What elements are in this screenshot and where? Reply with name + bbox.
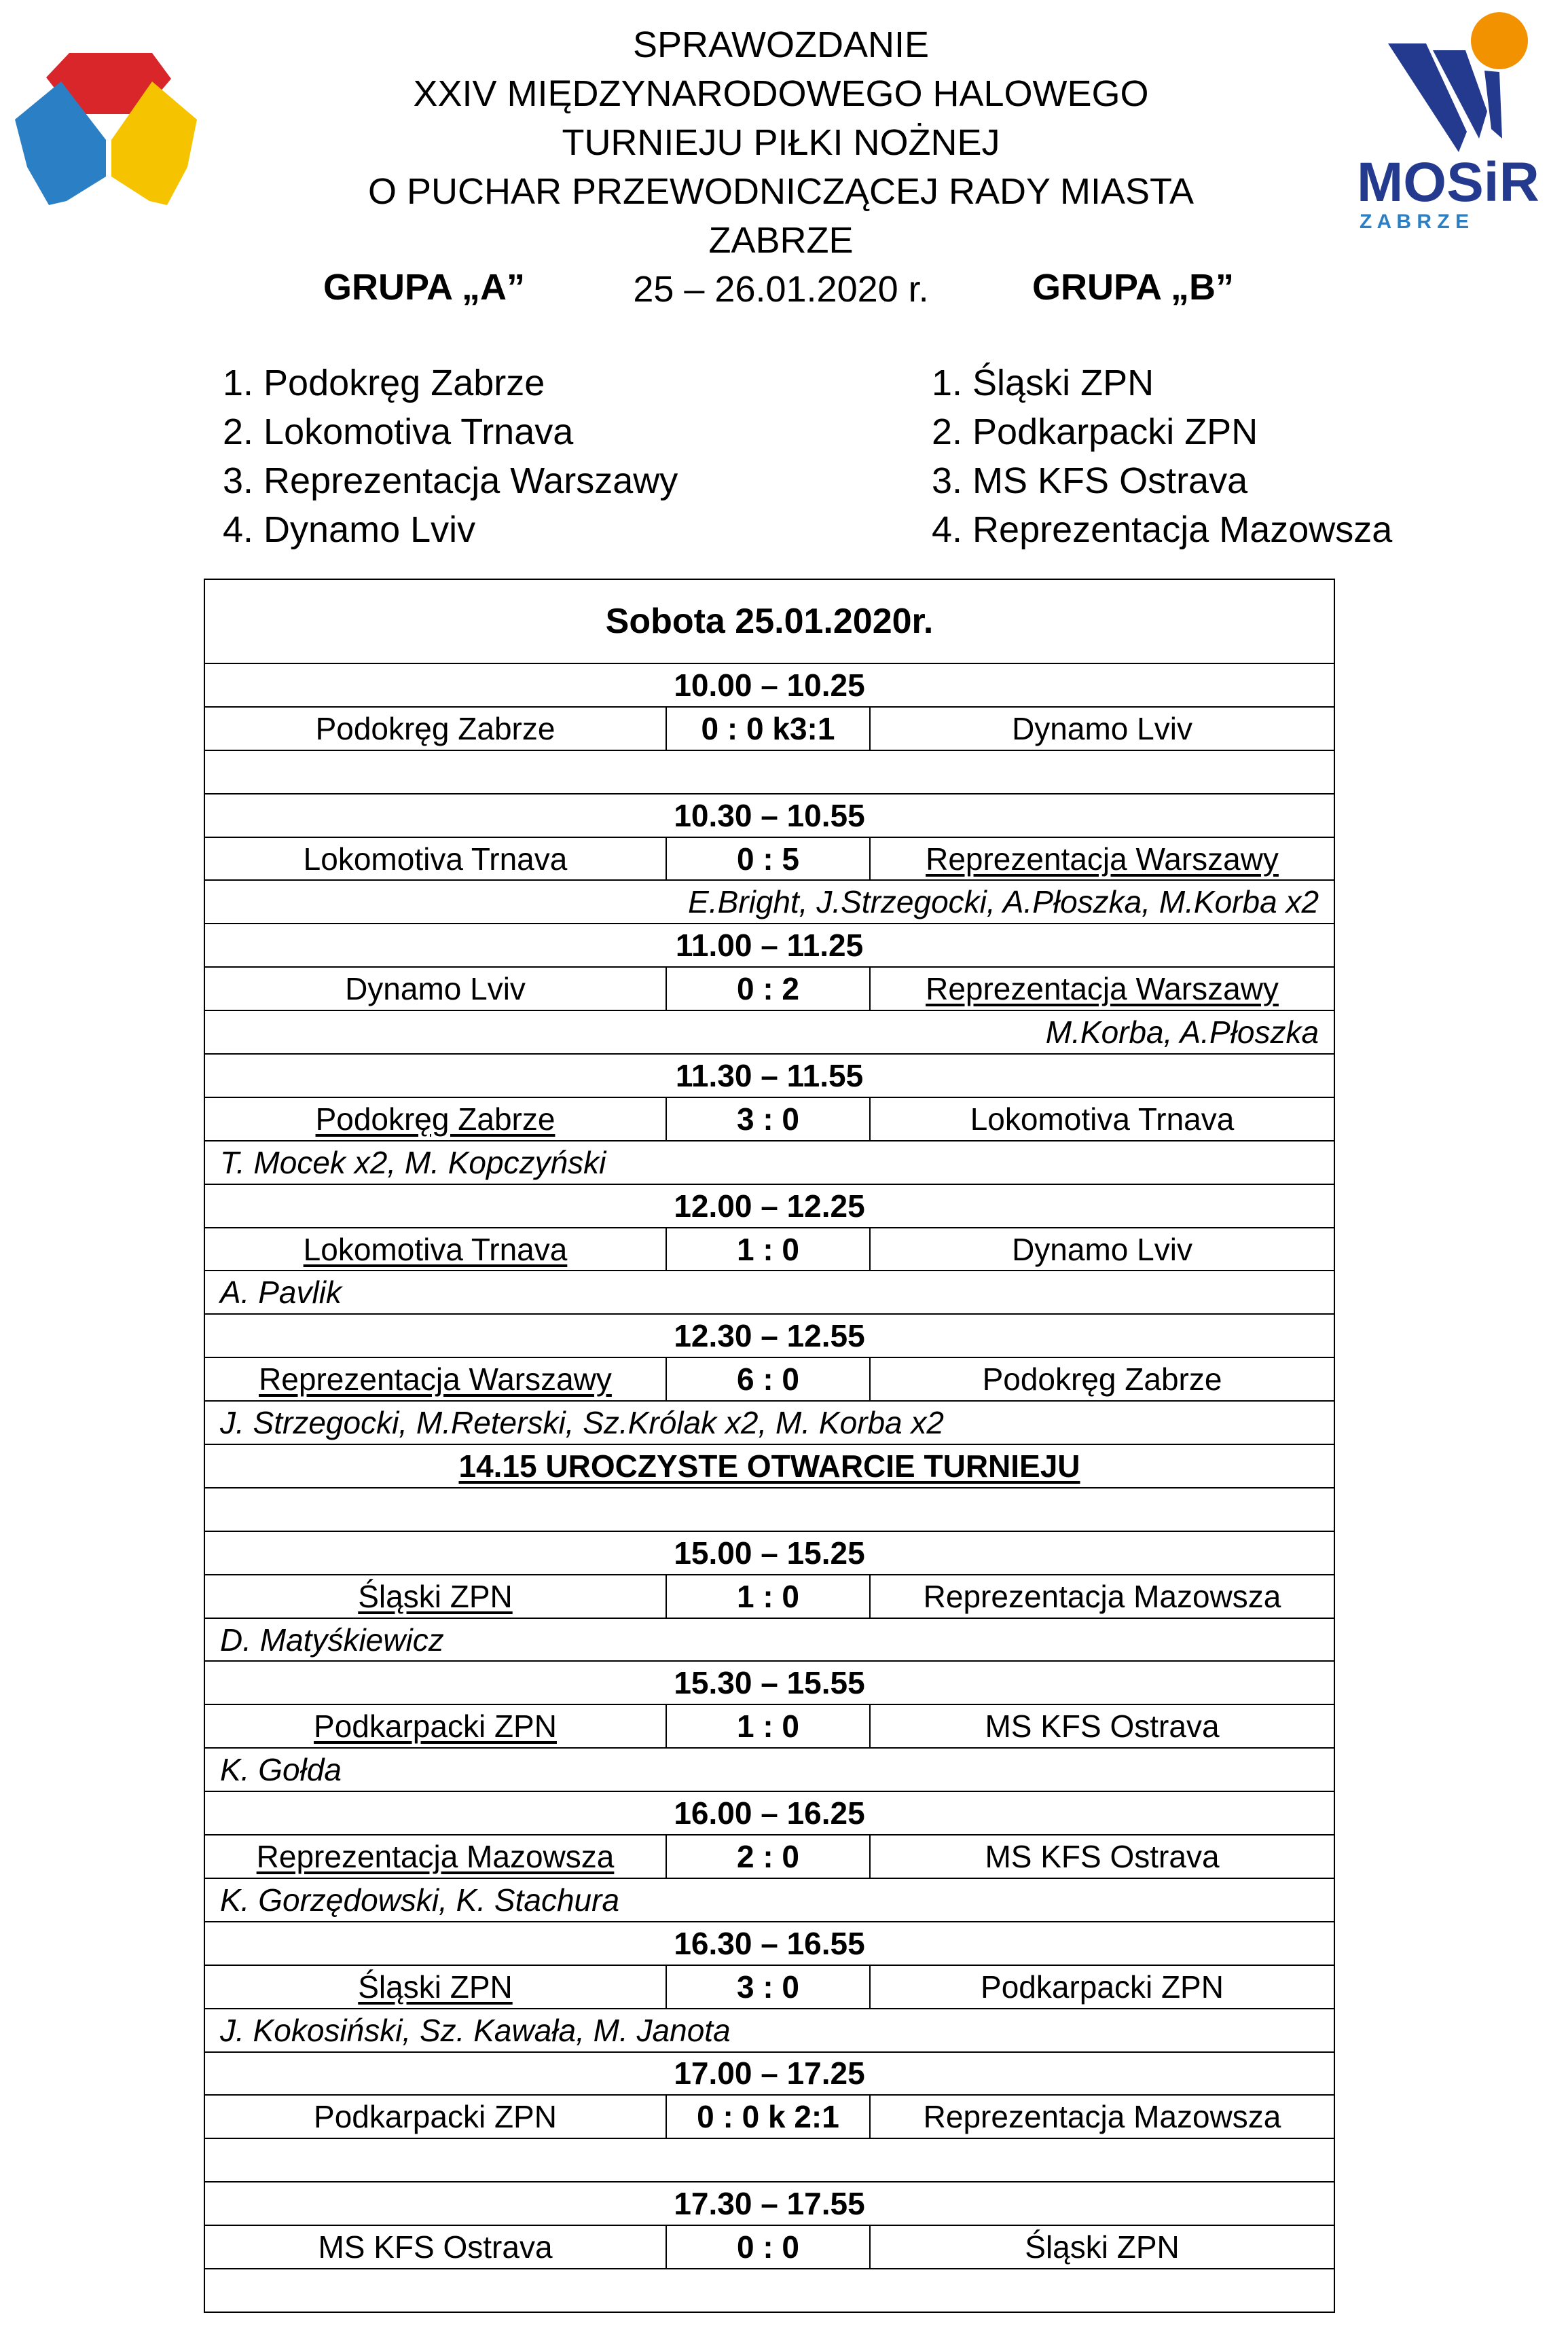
away-team: Reprezentacja Mazowsza <box>870 1575 1334 1618</box>
group-a-title: GRUPA „A” <box>323 267 525 308</box>
tournament-logo <box>10 39 204 209</box>
match-row <box>204 2095 1334 2138</box>
title-line: XXIV MIĘDZYNARODOWEGO HALOWEGO <box>413 73 1149 114</box>
match-row <box>204 837 1334 881</box>
title-date: 25 – 26.01.2020 r. <box>633 269 929 310</box>
winner-team: Podokręg Zabrze <box>315 1101 555 1137</box>
mosir-logo-text: MOSiR <box>1357 151 1539 213</box>
match-row <box>204 1965 1334 2009</box>
away-team: Dynamo Lviv <box>870 1228 1334 1271</box>
away-team: Śląski ZPN <box>870 2225 1334 2269</box>
winner-team: Podkarpacki ZPN <box>314 1709 557 1745</box>
match-score: 0 : 0 <box>666 2225 870 2269</box>
day-header-row <box>204 579 1334 663</box>
home-team <box>204 1704 666 1748</box>
match-row <box>204 1835 1334 1878</box>
group-b-team: 3. MS KFS Ostrava <box>932 460 1248 501</box>
scorers: T. Mocek x2, M. Kopczyński <box>204 1141 1334 1184</box>
match-row <box>204 1704 1334 1748</box>
home-team <box>204 1228 666 1271</box>
match-time-row <box>204 1661 1334 1704</box>
match-score: 0 : 5 <box>666 837 870 881</box>
away-team <box>870 837 1334 881</box>
home-team <box>204 1835 666 1878</box>
opening-ceremony: 14.15 UROCZYSTE OTWARCIE TURNIEJU <box>204 1444 1334 1488</box>
home-team <box>204 1575 666 1618</box>
match-time-row <box>204 1054 1334 1097</box>
match-score: 0 : 0 k 2:1 <box>666 2095 870 2138</box>
away-team <box>870 967 1334 1010</box>
scorers-row <box>204 1401 1334 1444</box>
match-score: 2 : 0 <box>666 1835 870 1878</box>
winner-team: Reprezentacja Warszawy <box>259 1362 612 1398</box>
scorers-row <box>204 2009 1334 2052</box>
away-team: Reprezentacja Mazowsza <box>870 2095 1334 2138</box>
scorers: K. Gorzędowski, K. Stachura <box>204 1878 1334 1922</box>
away-team: MS KFS Ostrava <box>870 1835 1334 1878</box>
match-time: 17.30 – 17.55 <box>204 2182 1334 2225</box>
match-time: 11.00 – 11.25 <box>204 924 1334 967</box>
scorers-row <box>204 1618 1334 1662</box>
group-a-team: 4. Dynamo Lviv <box>223 509 476 550</box>
scorers: E.Bright, J.Strzegocki, A.Płoszka, M.Korba x2 <box>204 880 1334 924</box>
match-time-row <box>204 2052 1334 2096</box>
match-score: 0 : 2 <box>666 967 870 1010</box>
group-a-team: 2. Lokomotiva Trnava <box>223 412 574 452</box>
scorers-row <box>204 750 1334 794</box>
scorers <box>204 2269 1334 2312</box>
group-b-team: 2. Podkarpacki ZPN <box>932 412 1258 452</box>
scorers-row <box>204 1271 1334 1314</box>
match-score: 1 : 0 <box>666 1704 870 1748</box>
winner-team: Reprezentacja Warszawy <box>926 971 1279 1007</box>
match-score: 3 : 0 <box>666 1965 870 2009</box>
group-b-title: GRUPA „B” <box>1032 267 1234 308</box>
home-team <box>204 1357 666 1401</box>
title-line: O PUCHAR PRZEWODNICZĄCEJ RADY MIASTA ZABRZE <box>367 171 1195 261</box>
mosir-logo <box>1351 10 1542 234</box>
match-row <box>204 1097 1334 1141</box>
match-score: 1 : 0 <box>666 1228 870 1271</box>
match-time-row <box>204 1531 1334 1575</box>
match-time-row <box>204 794 1334 837</box>
scorers-row <box>204 1141 1334 1184</box>
match-time: 12.30 – 12.55 <box>204 1314 1334 1357</box>
schedule-table <box>204 579 1335 2313</box>
match-score: 6 : 0 <box>666 1357 870 1401</box>
away-team: Podkarpacki ZPN <box>870 1965 1334 2009</box>
match-time-row <box>204 1791 1334 1835</box>
scorers-row <box>204 1748 1334 1791</box>
match-time-row <box>204 924 1334 967</box>
match-row <box>204 1228 1334 1271</box>
group-b-team: 1. Śląski ZPN <box>932 363 1154 403</box>
title-line: SPRAWOZDANIE <box>632 24 930 65</box>
home-team: Lokomotiva Trnava <box>204 837 666 881</box>
group-a-team: 1. Podokręg Zabrze <box>223 363 545 403</box>
home-team <box>204 1965 666 2009</box>
match-score: 0 : 0 k3:1 <box>666 707 870 750</box>
match-row <box>204 967 1334 1010</box>
winner-team: Reprezentacja Mazowsza <box>256 1838 615 1874</box>
match-time: 12.00 – 12.25 <box>204 1184 1334 1228</box>
match-time-row <box>204 2182 1334 2225</box>
scorers-row <box>204 2269 1334 2312</box>
title-line: TURNIEJU PIŁKI NOŻNEJ <box>562 122 1000 163</box>
match-time: 10.00 – 10.25 <box>204 663 1334 707</box>
scorers <box>204 2138 1334 2182</box>
mosir-logo-subtext: Z A B R Z E <box>1360 211 1470 233</box>
match-score: 3 : 0 <box>666 1097 870 1141</box>
match-row <box>204 1357 1334 1401</box>
away-team: Podokręg Zabrze <box>870 1357 1334 1401</box>
away-team: Dynamo Lviv <box>870 707 1334 750</box>
match-row <box>204 2225 1334 2269</box>
scorers: K. Gołda <box>204 1748 1334 1791</box>
home-team: Podkarpacki ZPN <box>204 2095 666 2138</box>
home-team: Dynamo Lviv <box>204 967 666 1010</box>
group-a-team: 3. Reprezentacja Warszawy <box>223 460 678 501</box>
scorers: J. Strzegocki, M.Reterski, Sz.Królak x2, M. Korba x2 <box>204 1401 1334 1444</box>
away-team: MS KFS Ostrava <box>870 1704 1334 1748</box>
winner-team: Lokomotiva Trnava <box>303 1231 568 1267</box>
scorers-row <box>204 1010 1334 1054</box>
match-time: 16.00 – 16.25 <box>204 1791 1334 1835</box>
match-row <box>204 707 1334 750</box>
match-time: 15.00 – 15.25 <box>204 1531 1334 1575</box>
match-row <box>204 1575 1334 1618</box>
match-time: 15.30 – 15.55 <box>204 1661 1334 1704</box>
match-time: 17.00 – 17.25 <box>204 2052 1334 2096</box>
match-time: 16.30 – 16.55 <box>204 1922 1334 1965</box>
spacer-row <box>204 1488 1334 1531</box>
match-time-row <box>204 1314 1334 1357</box>
day-title: Sobota 25.01.2020r. <box>204 579 1334 663</box>
match-time: 11.30 – 11.55 <box>204 1054 1334 1097</box>
match-score: 1 : 0 <box>666 1575 870 1618</box>
match-time-row <box>204 1184 1334 1228</box>
winner-team: Śląski ZPN <box>358 1578 513 1614</box>
scorers-row <box>204 1878 1334 1922</box>
scorers <box>204 750 1334 794</box>
group-a-list <box>223 359 678 554</box>
scorers: D. Matyśkiewicz <box>204 1618 1334 1662</box>
match-time-row <box>204 663 1334 707</box>
home-team: Podokręg Zabrze <box>204 707 666 750</box>
scorers: M.Korba, A.Płoszka <box>204 1010 1334 1054</box>
empty-cell <box>204 1488 1334 1531</box>
match-time-row <box>204 1922 1334 1965</box>
group-b-list <box>932 359 1392 554</box>
winner-team: Śląski ZPN <box>358 1969 513 2005</box>
scorers-row <box>204 2138 1334 2182</box>
home-team: MS KFS Ostrava <box>204 2225 666 2269</box>
scorers: A. Pavlik <box>204 1271 1334 1314</box>
scorers-row <box>204 880 1334 924</box>
winner-team: Reprezentacja Warszawy <box>926 841 1279 877</box>
away-team: Lokomotiva Trnava <box>870 1097 1334 1141</box>
event-row <box>204 1444 1334 1488</box>
group-b-team: 4. Reprezentacja Mazowsza <box>932 509 1393 550</box>
home-team <box>204 1097 666 1141</box>
scorers: J. Kokosiński, Sz. Kawała, M. Janota <box>204 2009 1334 2052</box>
match-time: 10.30 – 10.55 <box>204 794 1334 837</box>
